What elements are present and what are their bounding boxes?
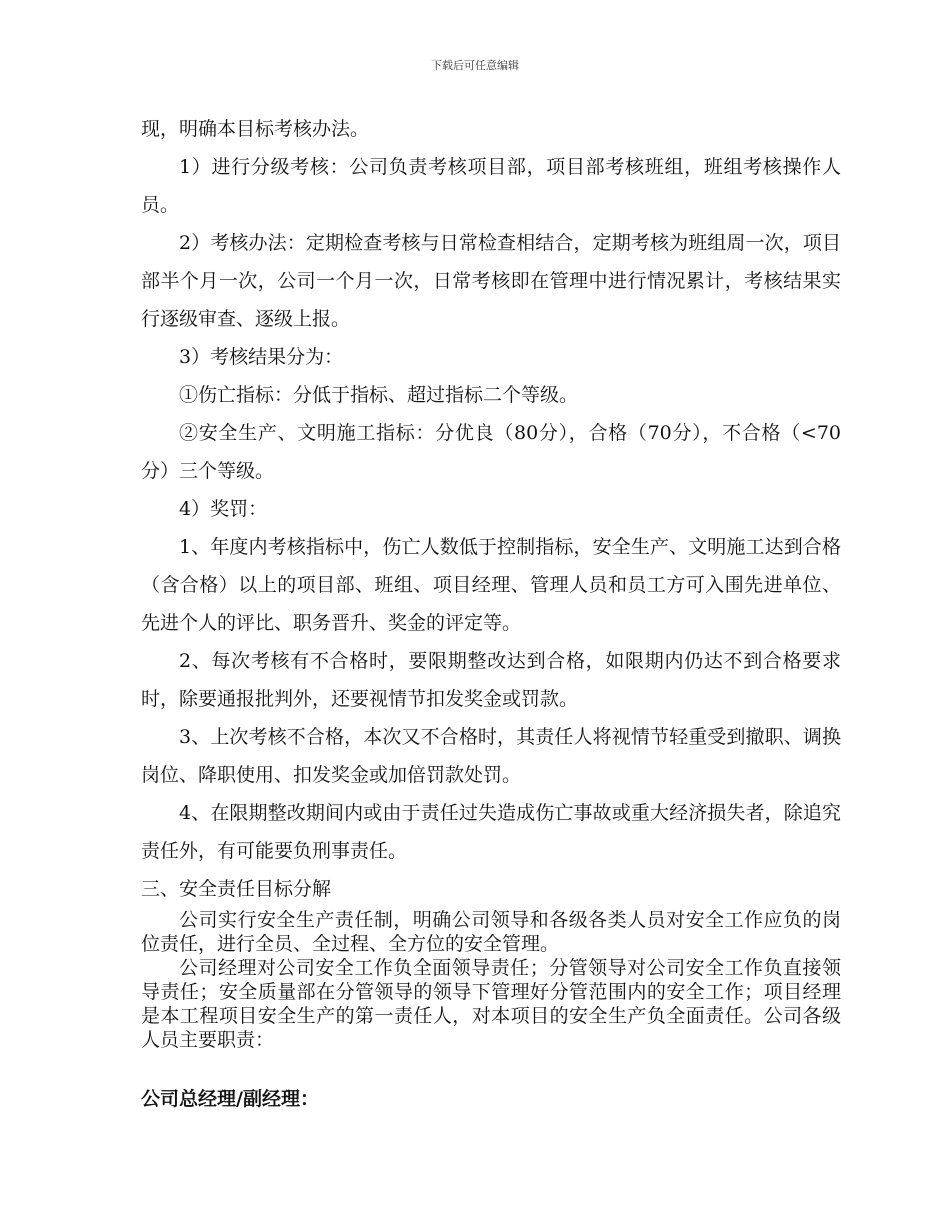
paragraph-result-categories: 3）考核结果分为： bbox=[179, 346, 344, 368]
paragraph-continuation: 现，明确本目标考核办法。 bbox=[141, 118, 370, 140]
paragraph-reward-3: 3、上次考核不合格，本次又不合格时，其责任人将视情节轻重受到撤职、调换岗位、降职使用、扣发奖金或加倍罚款处罚。 bbox=[141, 726, 841, 786]
document-body bbox=[141, 110, 841, 1111]
paragraph-reward-1: 1、年度内考核指标中，伤亡人数低于控制指标，安全生产、文明施工达到合格（含合格）以上的项目部、班组、项目经理、管理人员和员工方可入围先进单位、先进个人的评比、职务晋升、奖金的评定等。 bbox=[141, 536, 841, 634]
page-header: 下载后可任意编辑 bbox=[431, 59, 519, 72]
paragraph-reward-4: 4、在限期整改期间内或由于责任过失造成伤亡事故或重大经济损失者，除追究责任外，有可能要负刑事责任。 bbox=[141, 802, 841, 862]
subsection-title: 公司总经理/副经理： bbox=[141, 1088, 319, 1110]
paragraph-assessment-method: 2）考核办法：定期检查考核与日常检查相结合，定期考核为班组周一次，项目部半个月一次，公司一个月一次，日常考核即在管理中进行情况累计，考核结果实行逐级审查、逐级上报。 bbox=[141, 232, 841, 330]
paragraph-rewards-heading: 4）奖罚： bbox=[179, 498, 268, 520]
section-heading: 三、安全责任目标分解 bbox=[141, 878, 332, 900]
paragraph-graded-assessment: 1）进行分级考核：公司负责考核项目部，项目部考核班组，班组考核操作人员。 bbox=[141, 156, 841, 216]
paragraph-casualty-indicator: ①伤亡指标：分低于指标、超过指标二个等级。 bbox=[179, 384, 579, 406]
paragraph-responsibility-system: 公司实行安全生产责任制，明确公司领导和各级各类人员对安全工作应负的岗位责任，进行全员、全过程、全方位的安全管理。 bbox=[141, 909, 841, 955]
paragraph-reward-2: 2、每次考核有不合格时，要限期整改达到合格，如限期内仍达不到合格要求时，除要通报批判外，还要视情节扣发奖金或罚款。 bbox=[141, 650, 841, 710]
paragraph-safety-indicator: ②安全生产、文明施工指标：分优良（80分），合格（70分），不合格（<70分）三个等级。 bbox=[141, 422, 841, 482]
paragraph-manager-duties: 公司经理对公司安全工作负全面领导责任；分管领导对公司安全工作负直接领导责任；安全质量部在分管领导的领导下管理好分管范围内的安全工作；项目经理是本工程项目安全生产的第一责任人，对本项目的安全生产负全面责任。公司各级人员主要职责： bbox=[141, 957, 841, 1051]
